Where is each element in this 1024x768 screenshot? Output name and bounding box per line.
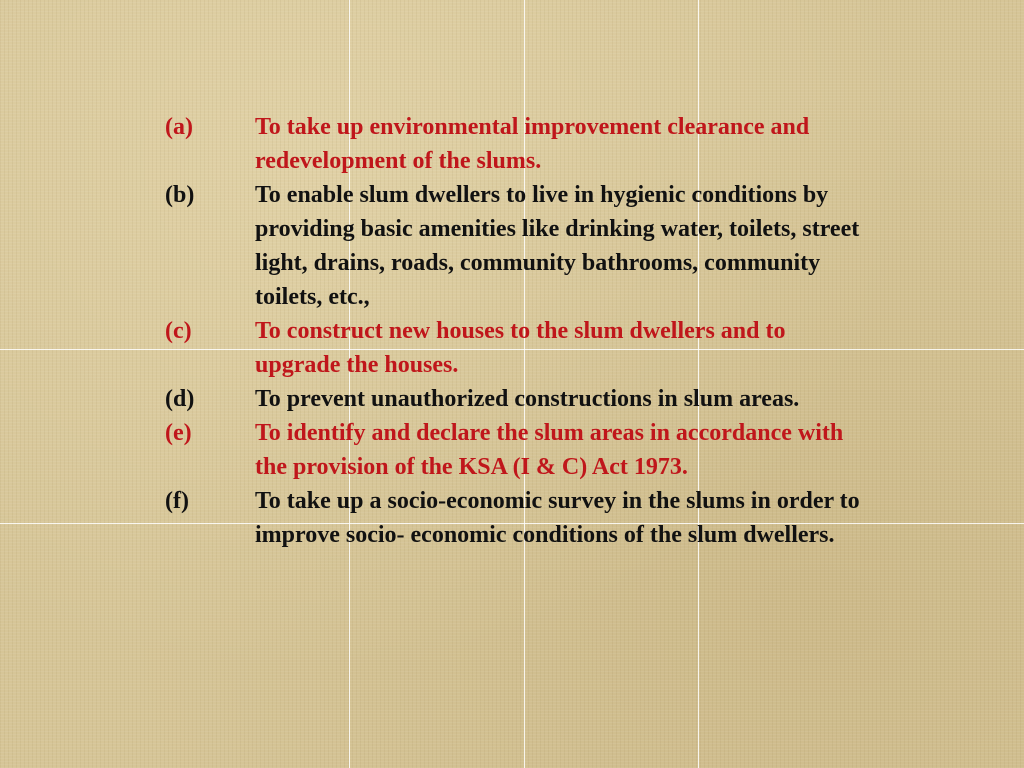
item-text: To enable slum dwellers to live in hygienic conditions by providing basic amenities like drinking water, toilets, street light, drains, roads, community bathrooms, community toilets, etc.,: [255, 182, 860, 310]
item-label: (e): [165, 420, 192, 446]
list-item-b: [165, 178, 865, 314]
list-item-d: [165, 382, 865, 416]
list-item-a: [165, 110, 865, 178]
item-label: (a): [165, 114, 193, 140]
item-label: (d): [165, 386, 195, 412]
item-text: To identify and declare the slum areas in accordance with the provision of the KSA (I & C) Act 1973.: [255, 420, 844, 480]
list-item-f: [165, 484, 865, 552]
item-label: (c): [165, 318, 192, 344]
item-label: (f): [165, 488, 189, 514]
item-text: To take up environmental improvement clearance and redevelopment of the slums.: [255, 114, 810, 174]
list-item-c: [165, 314, 865, 382]
objectives-list: [165, 110, 865, 552]
item-text: To prevent unauthorized constructions in slum areas.: [255, 386, 800, 412]
list-item-e: [165, 416, 865, 484]
item-text: To take up a socio-economic survey in the slums in order to improve socio- economic conditions of the slum dwellers.: [255, 488, 860, 548]
item-label: (b): [165, 182, 195, 208]
item-text: To construct new houses to the slum dwellers and to upgrade the houses.: [255, 318, 786, 378]
